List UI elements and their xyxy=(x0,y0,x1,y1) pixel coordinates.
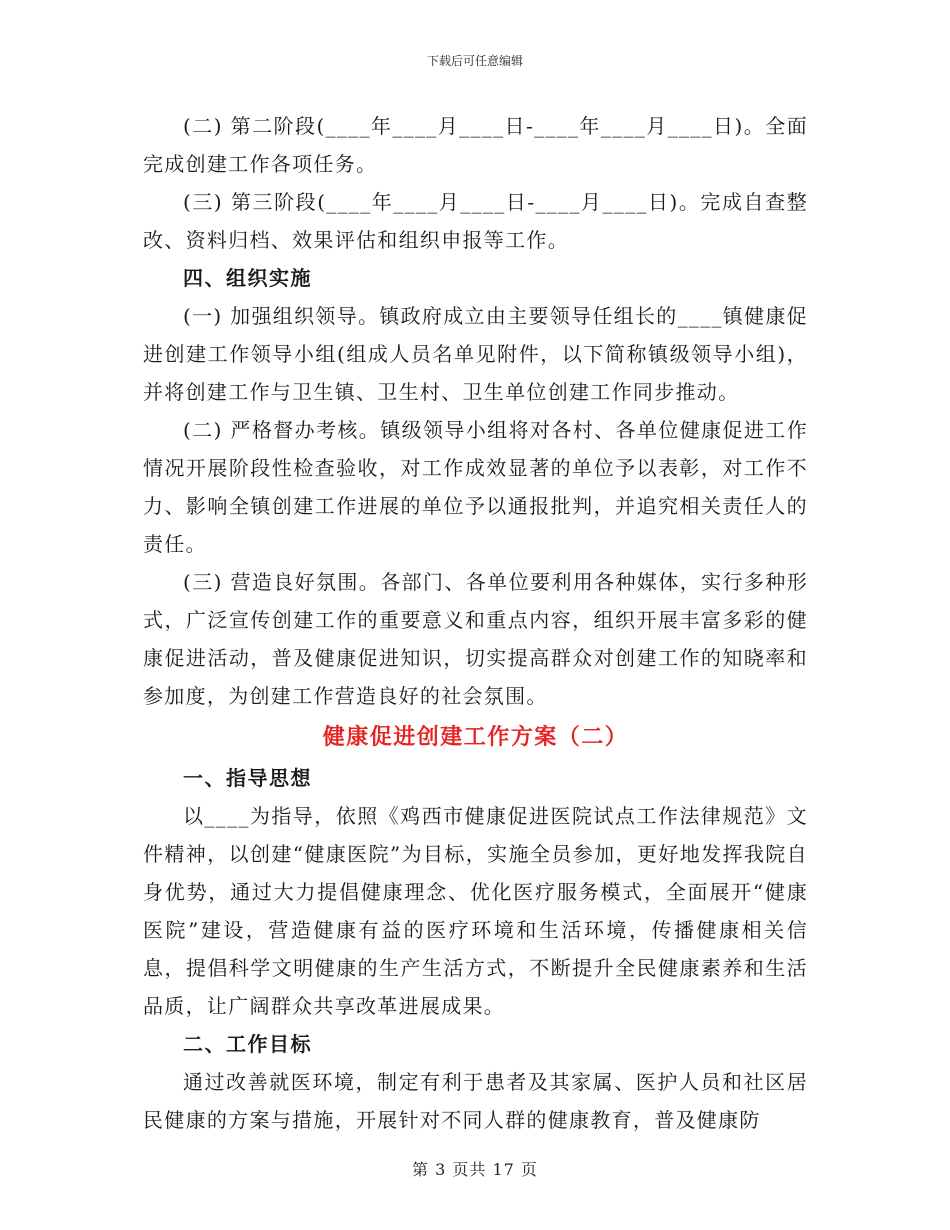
section-heading-organization: 四、组织实施 xyxy=(183,266,312,290)
guiding-ideology-paragraph: 以____为指导，依照《鸡西市健康促进医院试点工作法律规范》文件精神，以创建“健康医院”为目标，实施全员参加，更好地发挥我院自身优势，通过大力提倡健康理念、优化医疗服务模式，全面展开“健康医院”建设，营造健康有益的医疗环境和生活环境，传播健康相关信息，提倡科学文明健康的生产生活方式，不断提升全民健康素养和生活品质，让广阔群众共享改革进展成果。 xyxy=(143,804,808,1018)
organization-paragraph-1: (一) 加强组织领导。镇政府成立由主要领导任组长的____镇健康促进创建工作领导小组(组成人员名单见附件，以下简称镇级领导小组)，并将创建工作与卫生镇、卫生村、卫生单位创建工作同步推动。 xyxy=(143,304,808,404)
section-heading-work-goals: 二、工作目标 xyxy=(183,1032,312,1056)
organization-paragraph-2: (二) 严格督办考核。镇级领导小组将对各村、各单位健康促进工作情况开展阶段性检查验收，对工作成效显著的单位予以表彰，对工作不力、影响全镇创建工作进展的单位予以通报批判，并追究相关责任人的责任。 xyxy=(143,418,808,556)
phase-three-paragraph: (三) 第三阶段(____年____月____日-____月____日)。完成自查整改、资料归档、效果评估和组织申报等工作。 xyxy=(143,190,808,252)
page-footer: 第 3 页共 17 页 xyxy=(412,1160,538,1179)
work-goals-paragraph: 通过改善就医环境，制定有利于患者及其家属、医护人员和社区居民健康的方案与措施，开展针对不同人群的健康教育，普及健康防 xyxy=(143,1070,808,1132)
page-header: 下载后可任意编辑 xyxy=(426,54,523,68)
phase-two-paragraph: (二) 第二阶段(____年____月____日-____年____月____日)。全面完成创建工作各项任务。 xyxy=(143,114,808,176)
document-title: 健康促进创建工作方案（二） xyxy=(322,724,629,750)
organization-paragraph-3: (三) 营造良好氛围。各部门、各单位要利用各种媒体，实行多种形式，广泛宣传创建工作的重要意义和重点内容，组织开展丰富多彩的健康促进活动，普及健康促进知识，切实提高群众对创建工作的知晓率和参加度，为创建工作营造良好的社会氛围。 xyxy=(143,570,808,708)
section-heading-guiding-ideology: 一、指导思想 xyxy=(183,766,312,790)
document-body xyxy=(143,107,808,1139)
